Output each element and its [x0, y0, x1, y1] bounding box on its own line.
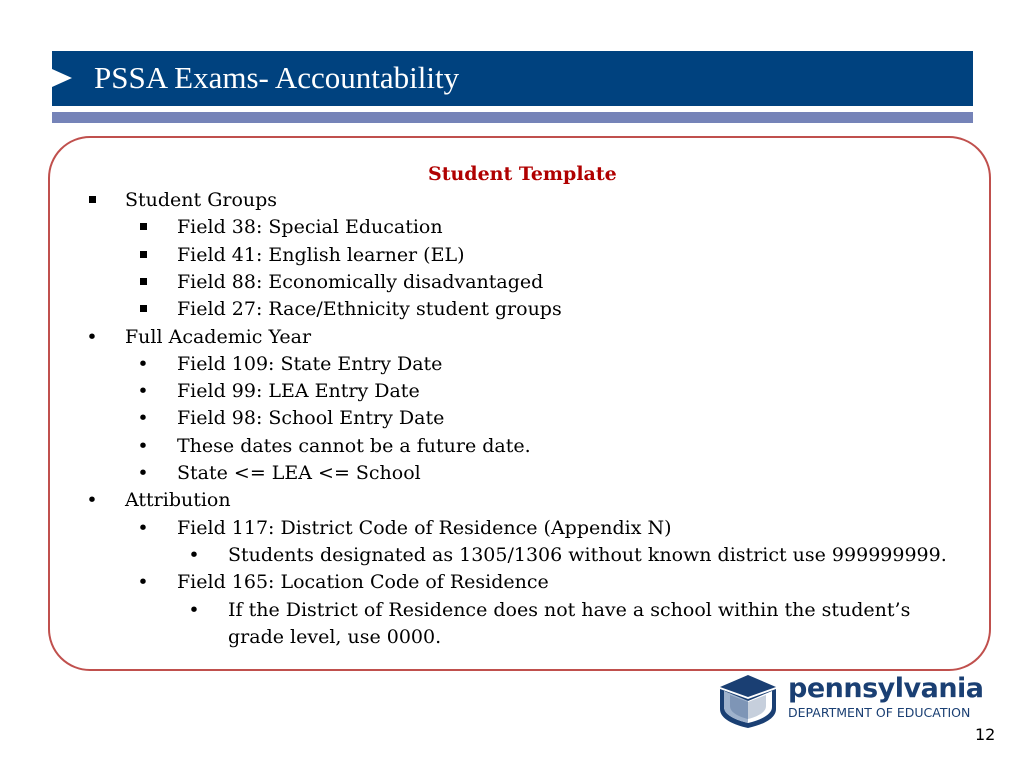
dot-bullet-icon: •	[137, 462, 149, 484]
page-number: 12	[975, 725, 996, 744]
dot-bullet-icon: •	[137, 352, 149, 375]
list-item-text: Field 27: Race/Ethnicity student groups	[177, 298, 562, 321]
list-item-text: These dates cannot be a future date.	[177, 434, 531, 457]
graduation-cap-shield-icon	[716, 673, 780, 729]
list-item-text: Full Academic Year	[125, 325, 312, 348]
dot-bullet-icon: •	[137, 407, 149, 430]
list-item-text: Field 88: Economically disadvantaged	[177, 270, 544, 293]
list-item-text: Attribution	[125, 489, 231, 512]
dot-bullet-icon: •	[86, 325, 98, 348]
square-bullet-icon	[136, 269, 150, 296]
dot-bullet-icon: •	[137, 516, 149, 539]
list-item-text: Students designated as 1305/1306 without known district use 999999999.	[228, 543, 947, 566]
list-item-text: Field 41: English learner (EL)	[177, 243, 465, 266]
square-bullet-icon	[85, 187, 99, 214]
title-bar	[52, 51, 973, 106]
dot-bullet-icon: •	[86, 489, 98, 512]
square-bullet-icon	[136, 296, 150, 323]
square-bullet-icon	[136, 242, 150, 269]
list-item-text: Field 38: Special Education	[177, 216, 443, 239]
list-item-text: Field 98: School Entry Date	[177, 407, 445, 430]
list-item-text: If the District of Residence does not have a school within the student’s	[228, 598, 911, 621]
accent-divider	[52, 112, 973, 123]
square-bullet-icon	[136, 214, 150, 241]
dot-bullet-icon: •	[137, 571, 149, 594]
dot-bullet-icon: •	[188, 543, 200, 566]
list-item-text: State <= LEA <= School	[177, 462, 421, 484]
arrow-icon	[52, 69, 72, 87]
list-item-text: Field 117: District Code of Residence (Appendix N)	[177, 516, 672, 539]
list-item-text: Field 99: LEA Entry Date	[177, 380, 420, 403]
page-title: PSSA Exams- Accountability	[94, 60, 460, 95]
box-heading: Student Template	[428, 163, 617, 185]
dot-bullet-icon: •	[188, 598, 200, 621]
logo-name: pennsylvania	[788, 673, 984, 704]
list-item-text: Field 109: State Entry Date	[177, 352, 443, 375]
dot-bullet-icon: •	[137, 380, 149, 403]
list-item-text: Student Groups	[125, 189, 278, 211]
list-item-text: grade level, use 0000.	[228, 625, 442, 648]
logo-subtitle: DEPARTMENT OF EDUCATION	[788, 705, 971, 720]
pde-logo	[716, 673, 984, 729]
dot-bullet-icon: •	[137, 434, 149, 457]
list-item-text: Field 165: Location Code of Residence	[177, 571, 549, 594]
